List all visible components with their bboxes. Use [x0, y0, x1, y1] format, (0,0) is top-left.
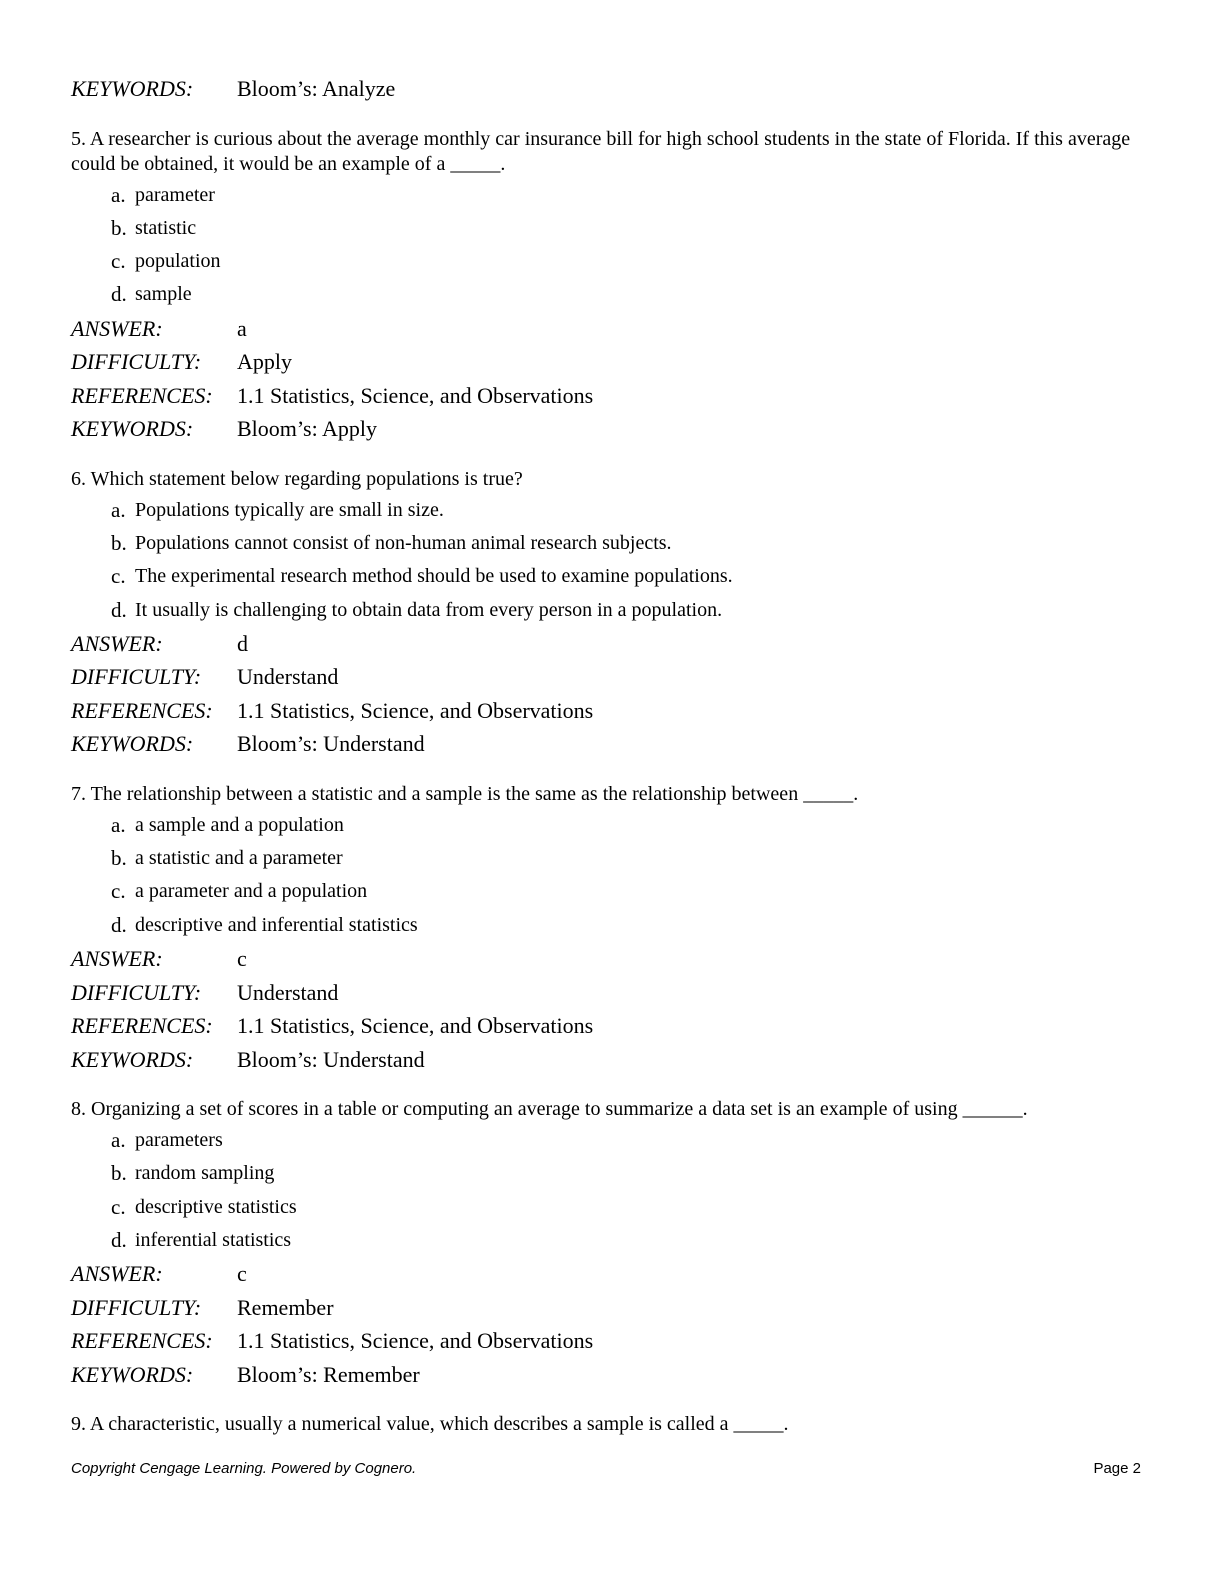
question-5	[71, 127, 1151, 446]
option-text: population	[135, 250, 221, 273]
option-letter: a.	[111, 182, 126, 207]
references-value: 1.1 Statistics, Science, and Observations	[237, 382, 594, 408]
difficulty-label: DIFFICULTY:	[71, 349, 202, 375]
references-row	[71, 379, 1151, 413]
difficulty-value: Remember	[237, 1294, 334, 1320]
keywords-value: Bloom’s: Analyze	[237, 76, 396, 101]
option-item	[111, 212, 1151, 245]
page-footer	[71, 1460, 1141, 1477]
question-text: 6. Which statement below regarding populations is true?	[71, 467, 523, 490]
option-letter: c.	[111, 564, 126, 589]
difficulty-row	[71, 660, 1151, 694]
keywords-label: KEYWORDS:	[71, 416, 194, 442]
difficulty-value: Apply	[237, 349, 292, 375]
document-page	[71, 72, 1151, 1437]
question-9	[71, 1412, 1151, 1437]
answer-value: a	[237, 315, 247, 341]
difficulty-row	[71, 976, 1151, 1010]
option-letter: a.	[111, 812, 126, 837]
references-value: 1.1 Statistics, Science, and Observations	[237, 1013, 594, 1039]
keywords-label: KEYWORDS:	[71, 76, 194, 101]
references-row	[71, 694, 1151, 728]
option-item	[111, 494, 1151, 527]
answer-row	[71, 627, 1151, 661]
option-item	[111, 1157, 1151, 1190]
option-letter: b.	[111, 846, 127, 871]
question-8	[71, 1097, 1151, 1391]
answer-label: ANSWER:	[71, 946, 163, 972]
option-letter: d.	[111, 912, 127, 937]
references-row	[71, 1009, 1151, 1043]
option-letter: a.	[111, 497, 126, 522]
answer-options	[111, 494, 1151, 627]
keywords-value: Bloom’s: Apply	[237, 416, 377, 442]
keywords-value: Bloom’s: Understand	[237, 731, 425, 757]
option-letter: d.	[111, 1227, 127, 1252]
option-text: parameter	[135, 183, 215, 206]
option-text: parameters	[135, 1129, 223, 1152]
answer-label: ANSWER:	[71, 630, 163, 656]
option-text: random sampling	[135, 1162, 275, 1185]
option-letter: d.	[111, 282, 127, 307]
question-text: 9. A characteristic, usually a numerical value, which describes a sample is called a _____.	[71, 1413, 789, 1436]
question-meta	[71, 942, 1151, 1076]
option-text: Populations typically are small in size.	[135, 498, 444, 521]
references-label: REFERENCES:	[71, 382, 213, 408]
copyright-text: Copyright Cengage Learning. Powered by Cognero.	[71, 1460, 417, 1477]
option-item	[111, 245, 1151, 278]
difficulty-value: Understand	[237, 664, 339, 690]
option-item	[111, 842, 1151, 875]
option-text: a sample and a population	[135, 813, 344, 836]
option-item	[111, 179, 1151, 212]
option-item	[111, 1124, 1151, 1157]
answer-value: c	[237, 1261, 247, 1287]
option-item	[111, 909, 1151, 942]
answer-options	[111, 1124, 1151, 1257]
keywords-row	[71, 727, 1151, 761]
answer-row	[71, 942, 1151, 976]
option-text: The experimental research method should be used to examine populations.	[135, 565, 733, 588]
answer-row	[71, 312, 1151, 346]
question-list	[71, 127, 1151, 1392]
answer-value: c	[237, 946, 247, 972]
option-item	[111, 594, 1151, 627]
references-row	[71, 1324, 1151, 1358]
option-text: sample	[135, 283, 192, 306]
option-letter: b.	[111, 530, 127, 555]
page-number: Page 2	[1093, 1460, 1141, 1477]
option-item	[111, 809, 1151, 842]
option-text: statistic	[135, 216, 197, 239]
keywords-row	[71, 1043, 1151, 1077]
answer-value: d	[237, 630, 248, 656]
option-text: a parameter and a population	[135, 880, 368, 903]
question-text: 7. The relationship between a statistic and a sample is the same as the relationship between _____.	[71, 782, 859, 805]
keywords-value: Bloom’s: Remember	[237, 1361, 420, 1387]
references-value: 1.1 Statistics, Science, and Observations	[237, 697, 594, 723]
question-6	[71, 467, 1151, 761]
answer-label: ANSWER:	[71, 315, 163, 341]
option-item	[111, 1224, 1151, 1257]
keywords-label: KEYWORDS:	[71, 731, 194, 757]
keywords-row	[71, 1358, 1151, 1392]
answer-options	[111, 179, 1151, 312]
references-label: REFERENCES:	[71, 1328, 213, 1354]
keywords-label: KEYWORDS:	[71, 1046, 194, 1072]
option-item	[111, 1191, 1151, 1224]
option-text: a statistic and a parameter	[135, 847, 343, 870]
option-letter: b.	[111, 1161, 127, 1186]
option-item	[111, 875, 1151, 908]
option-letter: c.	[111, 879, 126, 904]
option-letter: c.	[111, 1194, 126, 1219]
question-meta	[71, 1257, 1151, 1391]
keywords-label: KEYWORDS:	[71, 1361, 194, 1387]
option-item	[111, 527, 1151, 560]
top-keywords-row	[71, 72, 1151, 106]
keywords-value: Bloom’s: Understand	[237, 1046, 425, 1072]
references-label: REFERENCES:	[71, 1013, 213, 1039]
option-letter: b.	[111, 215, 127, 240]
difficulty-label: DIFFICULTY:	[71, 1294, 202, 1320]
option-item	[111, 278, 1151, 311]
difficulty-row	[71, 1291, 1151, 1325]
option-text: inferential statistics	[135, 1228, 292, 1251]
keywords-row	[71, 412, 1151, 446]
question-7	[71, 782, 1151, 1076]
option-text: descriptive statistics	[135, 1195, 297, 1218]
option-text: descriptive and inferential statistics	[135, 913, 418, 936]
references-value: 1.1 Statistics, Science, and Observations	[237, 1328, 594, 1354]
option-letter: d.	[111, 597, 127, 622]
difficulty-label: DIFFICULTY:	[71, 664, 202, 690]
question-meta	[71, 627, 1151, 761]
option-text: Populations cannot consist of non-human animal research subjects.	[135, 531, 672, 554]
option-letter: a.	[111, 1128, 126, 1153]
references-label: REFERENCES:	[71, 697, 213, 723]
question-text: 5. A researcher is curious about the average monthly car insurance bill for high school students in the state of Florida. If this average could be obtained, it would be an example of a _____.	[71, 127, 1131, 175]
option-item	[111, 560, 1151, 593]
answer-label: ANSWER:	[71, 1261, 163, 1287]
difficulty-value: Understand	[237, 979, 339, 1005]
option-text: It usually is challenging to obtain data from every person in a population.	[135, 598, 723, 621]
answer-row	[71, 1257, 1151, 1291]
question-meta	[71, 312, 1151, 446]
difficulty-row	[71, 345, 1151, 379]
difficulty-label: DIFFICULTY:	[71, 979, 202, 1005]
answer-options	[111, 809, 1151, 942]
question-text: 8. Organizing a set of scores in a table or computing an average to summarize a data set is an example of using ______.	[71, 1098, 1028, 1121]
option-letter: c.	[111, 249, 126, 274]
